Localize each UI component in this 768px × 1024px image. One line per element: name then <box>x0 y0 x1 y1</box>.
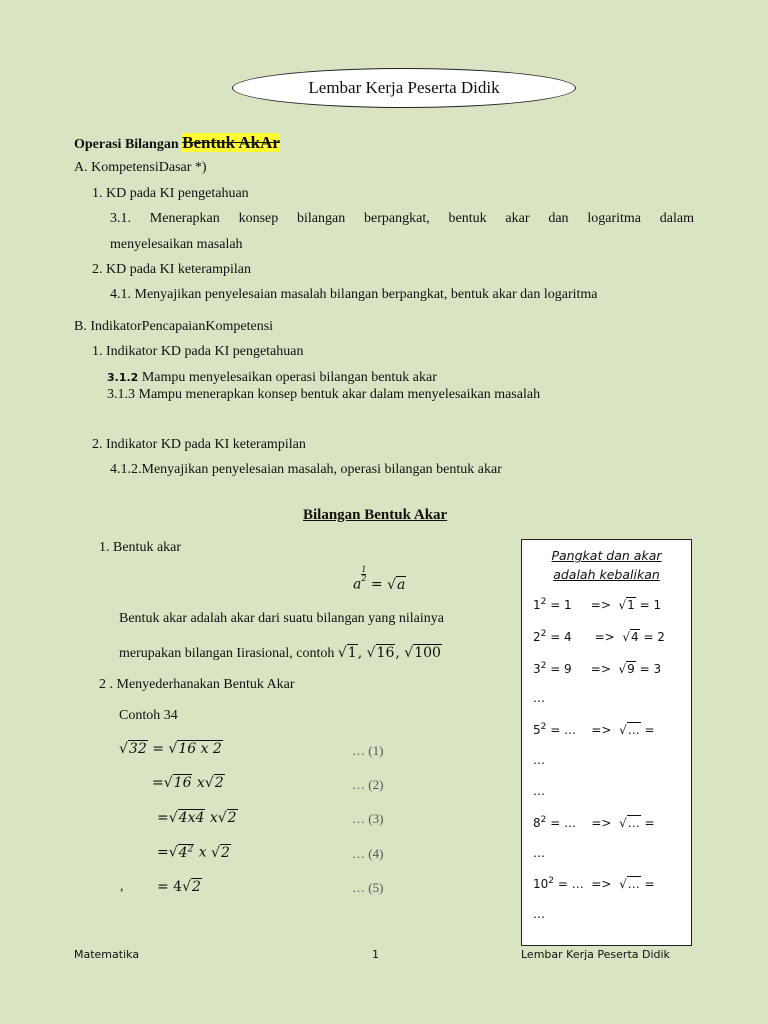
page-title-text: Lembar Kerja Peserta Didik <box>308 78 500 97</box>
part1-heading: 1. Bentuk akar <box>99 540 182 555</box>
part2-heading: 2 . Menyederhanakan Bentuk Akar <box>99 677 295 692</box>
footer-page-number: 1 <box>372 948 379 961</box>
indicator-312 <box>107 370 437 386</box>
topic-highlight: Bentuk AkAr <box>182 133 280 152</box>
part1-text-line1: Bentuk akar adalah akar dari suatu bilangan yang nilainya <box>119 611 444 626</box>
step-5-expression: = 4√2 <box>157 879 201 895</box>
box-row-5: $5^2$ = … => √… = <box>533 722 655 737</box>
section-b-item1: 1. Indikator KD pada KI pengetahuan <box>92 344 304 359</box>
section-b-heading: B. IndikatorPencapaianKompetensi <box>74 319 274 334</box>
box-ellipsis-3: … <box>533 784 545 798</box>
box-title-line2: adalah kebalikan <box>553 567 660 582</box>
topic-prefix: Operasi Bilangan <box>74 137 179 152</box>
footer-left: Matematika <box>74 948 140 961</box>
box-row-10: $10^2$ = … => √… = <box>533 876 655 891</box>
step-4-number: … (4) <box>352 846 384 861</box>
step-5-comma: , <box>120 879 124 894</box>
box-ellipsis-1: … <box>533 691 545 705</box>
step-5-number: … (5) <box>352 880 384 895</box>
formula-root-exponent: a $^{\frac{1}{2}}$ = √a <box>353 565 406 593</box>
part1-text-line2 <box>119 645 442 662</box>
section-a-item2: 2. KD pada KI keterampilan <box>92 262 251 277</box>
section-a-item2-text: 4.1. Menyajikan penyelesaian masalah bilangan berpangkat, bentuk akar dan logaritma <box>110 287 598 302</box>
step-3-number: … (3) <box>352 811 384 826</box>
box-title-line1: Pangkat dan akar <box>551 548 662 563</box>
section-b-item2: 2. Indikator KD pada KI keterampilan <box>92 437 306 452</box>
indicator-412: 4.1.2.Menyajikan penyelesaian masalah, operasi bilangan bentuk akar <box>110 462 502 477</box>
box-ellipsis-2: … <box>533 753 545 767</box>
box-row-3: $3^2 = 9$ => √9 = 3 <box>533 661 662 676</box>
box-ellipsis-5: … <box>533 907 545 921</box>
step-1-number: … (1) <box>352 743 384 758</box>
indicator-313: 3.1.3 Mampu menerapkan konsep bentuk akar dalam menyelesaikan masalah <box>107 387 541 402</box>
step-2-expression: =√16 x√2 <box>152 775 224 791</box>
step-3-expression: =√4x4 x√2 <box>157 810 237 826</box>
powers-roots-box <box>521 539 692 946</box>
step-1-expression: √32 = √16 x 2 <box>119 741 222 757</box>
section-a-item1-text-line2: menyelesaikan masalah <box>110 237 243 252</box>
page-title <box>232 68 576 108</box>
footer-right: Lembar Kerja Peserta Didik <box>521 948 670 961</box>
part1-text-line2-words: merupakan bilangan Iirasional, contoh <box>119 646 335 661</box>
topic-line <box>74 133 280 153</box>
section-a-heading: A. KompetensiDasar *) <box>74 160 207 175</box>
box-ellipsis-4: … <box>533 846 545 860</box>
indicator-312-number: 3.1.2 <box>107 371 139 384</box>
example-label: Contoh 34 <box>119 708 178 723</box>
section-title: Bilangan Bentuk Akar <box>303 507 448 523</box>
box-row-1: $1^2 = 1$ => √1 = 1 <box>533 597 662 612</box>
section-a-item1-text-line1: 3.1. Menerapkan konsep bilangan berpangkat, bentuk akar dan logaritma dalam <box>110 211 694 226</box>
examples-math: √1, √16, √100 <box>337 645 441 661</box>
box-row-2: $2^2 = 4$ => √4 = 2 <box>533 629 665 644</box>
section-a-item1: 1. KD pada KI pengetahuan <box>92 186 249 201</box>
step-2-number: … (2) <box>352 777 384 792</box>
box-row-8: $8^2$ = … => √… = <box>533 815 655 830</box>
step-4-expression: $=√4^2$ x √2 <box>157 844 230 861</box>
indicator-312-text: Mampu menyelesaikan operasi bilangan bentuk akar <box>141 370 437 385</box>
